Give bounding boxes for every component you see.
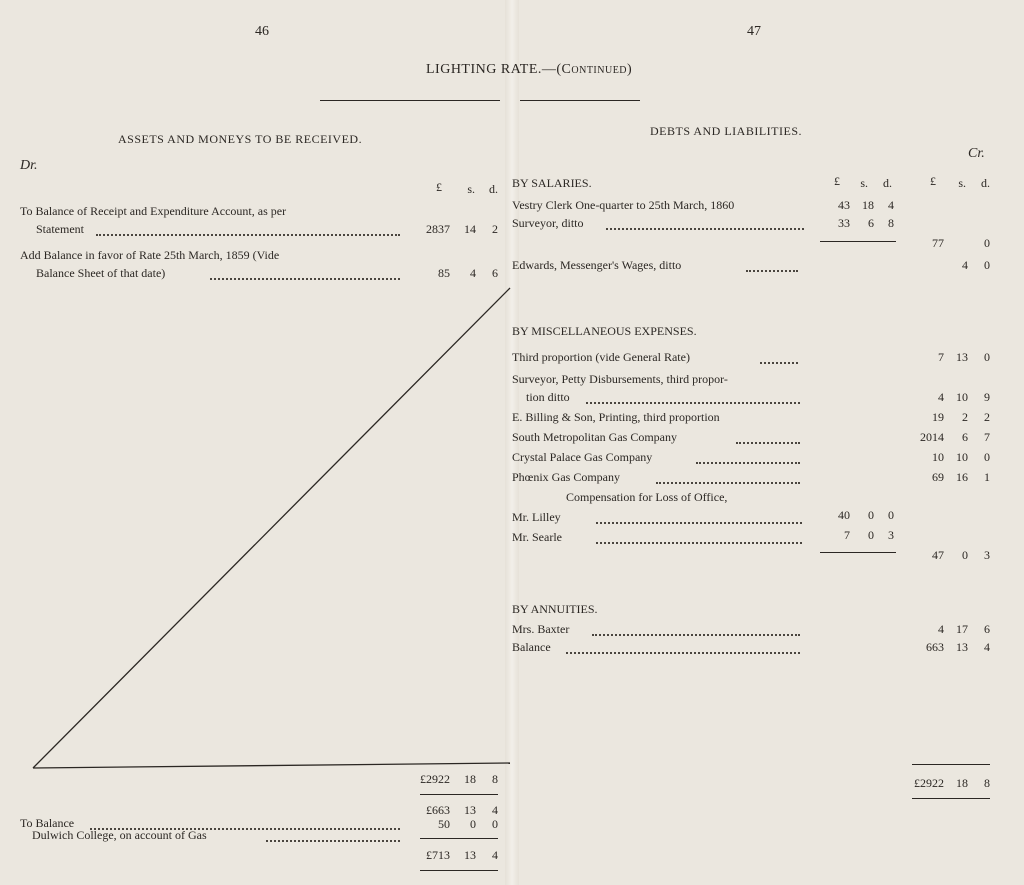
annuity-2-pence: 4	[984, 640, 990, 654]
final-rule-bottom	[420, 870, 498, 871]
misc-6-label: Phœnix Gas Company	[512, 470, 620, 484]
misc-6-pence: 1	[984, 470, 990, 484]
left-after-2-pounds: 50	[438, 817, 450, 831]
salary-1-pence: 4	[888, 198, 894, 212]
compensation-2-shillings: 0	[868, 528, 874, 542]
annuity-1-shillings: 17	[956, 622, 968, 636]
left-entry-2-line2: Balance Sheet of that date)	[36, 266, 166, 280]
right-total-rule-bottom	[912, 798, 990, 799]
misc-6-pounds: 69	[932, 470, 944, 484]
left-header-pence: d.	[489, 182, 498, 196]
salaries-subtotal-pence: 0	[984, 236, 990, 250]
salaries-rule	[820, 241, 896, 242]
misc-2-shillings: 10	[956, 390, 968, 404]
salary-2-pence: 8	[888, 216, 894, 230]
right-total-rule-top	[912, 764, 990, 765]
salary-1-shillings: 18	[862, 198, 874, 212]
compensation-total-pounds: 47	[932, 548, 944, 562]
total-rule	[420, 794, 498, 795]
misc-1-pounds: 7	[938, 350, 944, 364]
right-heading: DEBTS AND LIABILITIES.	[650, 124, 802, 138]
left-heading: ASSETS AND MONEYS TO BE RECEIVED.	[118, 132, 363, 146]
annuity-2-label: Balance	[512, 640, 551, 654]
salaries-title: BY SALARIES.	[512, 176, 592, 190]
annuity-1-label: Mrs. Baxter	[512, 622, 570, 636]
salary-1-label: Vestry Clerk One-quarter to 25th March, 1860	[512, 198, 735, 212]
misc-2-line1: Surveyor, Petty Disbursements, third propor-	[512, 372, 728, 386]
misc-1-pence: 0	[984, 350, 990, 364]
annuity-2-shillings: 13	[956, 640, 968, 654]
misc-3-pounds: 19	[932, 410, 944, 424]
salaries-subtotal-pounds: 77	[932, 236, 944, 250]
compensation-title: Compensation for Loss of Office,	[566, 490, 728, 504]
left-header-shillings: s.	[467, 182, 475, 196]
right-total-pence: 8	[984, 776, 990, 790]
compensation-1-shillings: 0	[868, 508, 874, 522]
edwards-pence: 0	[984, 258, 990, 272]
salary-1-pounds: 43	[838, 198, 850, 212]
right-header-shillings-inner: s.	[860, 176, 868, 190]
cr-label: Cr.	[968, 146, 985, 161]
right-header-pence-inner: d.	[883, 176, 892, 190]
left-entry-1-shillings: 14	[464, 222, 476, 236]
left-entry-2-line1: Add Balance in favor of Rate 25th March, 1859 (Vide	[20, 248, 280, 262]
left-after-2-pence: 0	[492, 817, 498, 831]
edwards-label: Edwards, Messenger's Wages, ditto	[512, 258, 682, 272]
misc-4-pence: 7	[984, 430, 990, 444]
left-header-pounds: £	[436, 180, 442, 194]
compensation-1-pounds: 40	[838, 508, 850, 522]
misc-5-pounds: 10	[932, 450, 944, 464]
left-final-pence: 4	[492, 848, 498, 862]
misc-4-shillings: 6	[962, 430, 968, 444]
annuities-title: BY ANNUITIES.	[512, 602, 598, 616]
leader-dots	[596, 522, 802, 524]
misc-5-label: Crystal Palace Gas Company	[512, 450, 653, 464]
misc-5-pence: 0	[984, 450, 990, 464]
left-entry-2-pounds: 85	[438, 266, 450, 280]
right-header-shillings-outer: s.	[958, 176, 966, 190]
misc-5-shillings: 10	[956, 450, 968, 464]
misc-6-shillings: 16	[956, 470, 968, 484]
salary-2-shillings: 6	[868, 216, 874, 230]
left-entry-2-pence: 6	[492, 266, 498, 280]
page-number-left: 46	[255, 24, 269, 39]
left-entry-1-pounds: 2837	[426, 222, 450, 236]
annuity-1-pence: 6	[984, 622, 990, 636]
compensation-rule	[820, 552, 896, 553]
leader-dots	[586, 402, 800, 404]
title-main: LIGHTING RATE.—	[426, 62, 557, 77]
salary-2-label: Surveyor, ditto	[512, 216, 584, 230]
leader-dots	[592, 634, 800, 636]
leader-dots	[566, 652, 800, 654]
left-after-1-label: To Balance	[20, 816, 75, 830]
left-total-shillings: 18	[464, 772, 476, 786]
right-total-shillings: 18	[956, 776, 968, 790]
misc-3-shillings: 2	[962, 410, 968, 424]
compensation-1-pence: 0	[888, 508, 894, 522]
misc-4-label: South Metropolitan Gas Company	[512, 430, 677, 444]
compensation-total-pence: 3	[984, 548, 990, 562]
right-total-pounds: £2922	[914, 776, 944, 790]
title-continued: (Continued)	[556, 62, 633, 77]
compensation-2-pounds: 7	[844, 528, 850, 542]
right-header-pounds-inner: £	[834, 174, 840, 188]
leader-dots	[696, 462, 800, 464]
left-entry-1-line2: Statement	[36, 222, 84, 236]
left-after-1-pence: 4	[492, 803, 498, 817]
annuity-2-pounds: 663	[926, 640, 944, 654]
left-after-2-shillings: 0	[470, 817, 476, 831]
right-header-pounds-outer: £	[930, 174, 936, 188]
misc-2-pence: 9	[984, 390, 990, 404]
misc-4-pounds: 2014	[920, 430, 944, 444]
compensation-2-label: Mr. Searle	[512, 530, 562, 544]
left-total-pounds: £2922	[420, 772, 450, 786]
right-header-pence-outer: d.	[981, 176, 990, 190]
leader-dots	[746, 270, 798, 272]
left-entry-2-shillings: 4	[470, 266, 476, 280]
compensation-total-shillings: 0	[962, 548, 968, 562]
salary-2-pounds: 33	[838, 216, 850, 230]
misc-1-shillings: 13	[956, 350, 968, 364]
left-entry-1-pence: 2	[492, 222, 498, 236]
misc-1-label: Third proportion (vide General Rate)	[512, 350, 690, 364]
misc-3-pence: 2	[984, 410, 990, 424]
misc-3-label: E. Billing & Son, Printing, third proportion	[512, 410, 720, 424]
left-final-shillings: 13	[464, 848, 476, 862]
misc-2-label: tion ditto	[526, 390, 570, 404]
compensation-2-pence: 3	[888, 528, 894, 542]
leader-dots	[656, 482, 800, 484]
left-total-pence: 8	[492, 772, 498, 786]
left-final-pounds: £713	[426, 848, 450, 862]
left-after-1-pounds: £663	[426, 803, 450, 817]
left-entry-1-line1: To Balance of Receipt and Expenditure Account, as per	[20, 204, 287, 218]
misc-title: BY MISCELLANEOUS EXPENSES.	[512, 324, 697, 338]
misc-2-pounds: 4	[938, 390, 944, 404]
compensation-1-label: Mr. Lilley	[512, 510, 561, 524]
final-rule-top	[420, 838, 498, 839]
page-number-right: 47	[747, 24, 761, 39]
left-after-1-shillings: 13	[464, 803, 476, 817]
leader-dots	[760, 362, 798, 364]
leader-dots	[596, 542, 802, 544]
leader-dots	[266, 840, 400, 842]
edwards-shillings: 4	[962, 258, 968, 272]
annuity-1-pounds: 4	[938, 622, 944, 636]
left-after-2-label: Dulwich College, on account of Gas	[32, 828, 207, 842]
leader-dots	[736, 442, 800, 444]
dr-label: Dr.	[20, 158, 38, 173]
leader-dots	[606, 228, 804, 230]
